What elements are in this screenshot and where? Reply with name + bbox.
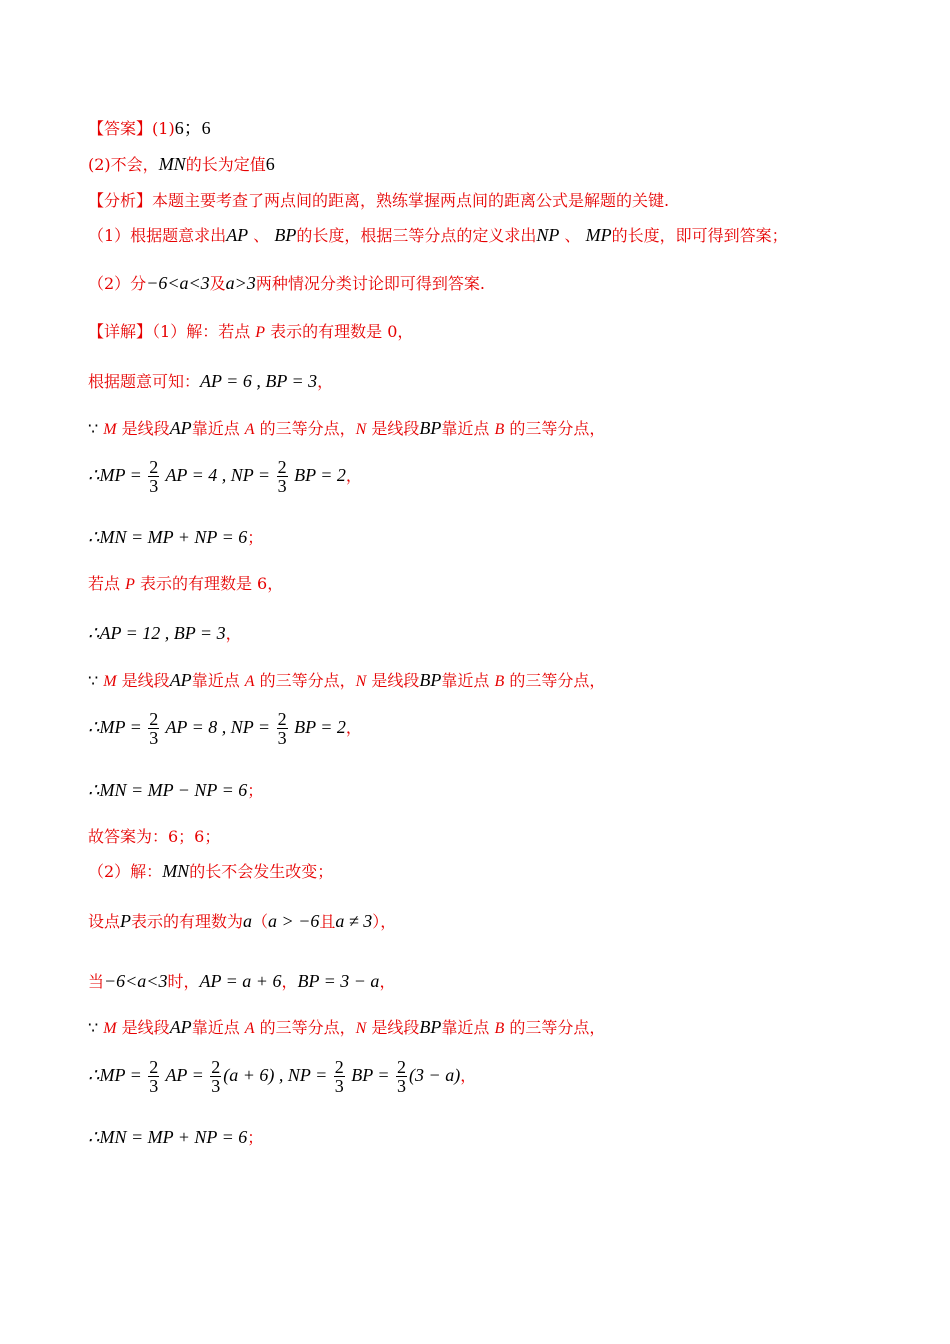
premise-bp: BP bbox=[419, 670, 442, 690]
analysis-item2-cond2: a>3 bbox=[225, 273, 256, 293]
premise-t1: 是线段 bbox=[116, 419, 170, 438]
detail-line-10 bbox=[88, 780, 263, 801]
detail-line-1 bbox=[88, 322, 413, 343]
fraction bbox=[148, 1058, 159, 1095]
analysis-item2-and: 及 bbox=[209, 274, 226, 293]
detail-l13-c2: a ≠ 3 bbox=[335, 911, 373, 931]
premise-t6: 的三等分点， bbox=[504, 1018, 606, 1037]
fraction-numerator: 2 bbox=[277, 709, 287, 729]
premise-a: A bbox=[244, 421, 255, 438]
detail-l4-post: BP = 2 bbox=[289, 465, 346, 485]
premise-since: ∵ bbox=[88, 419, 104, 438]
detail-l13-and: 且 bbox=[319, 912, 336, 931]
detail-l14-end: ， bbox=[379, 972, 396, 991]
analysis-item2-cond1: −6<a<3 bbox=[146, 273, 210, 293]
premise-m: M bbox=[103, 421, 117, 438]
answer-part2-num: (2) bbox=[88, 155, 111, 174]
analysis-item1-sep2: 、 bbox=[559, 226, 586, 245]
answer-part2-text: 不会， bbox=[110, 155, 159, 174]
detail-l9-pre: ∴MP = bbox=[88, 717, 147, 737]
detail-l13-p: P bbox=[120, 911, 132, 931]
detail-l14-sep: ， bbox=[281, 972, 298, 991]
premise-a: A bbox=[244, 673, 255, 690]
analysis-tag: 【分析】 bbox=[88, 191, 153, 210]
detail-l16-pre: ∴MP = bbox=[88, 1065, 147, 1085]
answer-tag: 【答案】 bbox=[88, 119, 153, 138]
detail-l6-p: P bbox=[125, 576, 135, 593]
detail-premise-2 bbox=[88, 670, 605, 692]
detail-l1-p: P bbox=[255, 324, 266, 341]
detail-line-9 bbox=[88, 707, 362, 748]
fraction-denominator: 3 bbox=[277, 728, 287, 748]
premise-m: M bbox=[103, 673, 117, 690]
analysis-item2-tail: 两种情况分类讨论即可得到答案. bbox=[255, 274, 485, 293]
detail-line-4 bbox=[88, 455, 362, 496]
detail-l6-text: 若点 bbox=[88, 574, 126, 593]
fraction-numerator: 2 bbox=[211, 1057, 221, 1077]
fraction-numerator: 2 bbox=[149, 457, 159, 477]
fraction bbox=[148, 458, 159, 495]
detail-l16-end: ， bbox=[460, 1066, 477, 1085]
premise-t4: 是线段 bbox=[366, 1018, 420, 1037]
detail-line-16 bbox=[88, 1055, 476, 1096]
detail-l9-end: ， bbox=[345, 718, 362, 737]
answer-line-1 bbox=[88, 118, 211, 139]
fraction-numerator: 2 bbox=[334, 1057, 344, 1077]
premise-ap: AP bbox=[169, 418, 192, 438]
fraction bbox=[148, 710, 159, 747]
detail-l12-mn: MN bbox=[162, 861, 190, 881]
detail-l2-end: ， bbox=[317, 372, 334, 391]
detail-l14-ap: AP = a + 6 bbox=[199, 971, 282, 991]
premise-n: N bbox=[355, 673, 367, 690]
detail-l14-bp: BP = 3 − a bbox=[297, 971, 380, 991]
premise-since: ∵ bbox=[88, 671, 104, 690]
analysis-item2-lead: （2）分 bbox=[88, 274, 147, 293]
detail-l17-eq: ∴MN = MP + NP = 6 bbox=[88, 1127, 248, 1147]
answer-part2-value: 6 bbox=[265, 154, 275, 174]
detail-l5-eq: ∴MN = MP + NP = 6 bbox=[88, 527, 248, 547]
detail-l10-eq: ∴MN = MP − NP = 6 bbox=[88, 780, 248, 800]
detail-l14-t: 时， bbox=[167, 972, 200, 991]
premise-t5: 靠近点 bbox=[441, 419, 495, 438]
premise-ap: AP bbox=[169, 670, 192, 690]
detail-l4-mid: AP = 4 , NP = bbox=[161, 465, 275, 485]
fraction-denominator: 3 bbox=[149, 1076, 159, 1096]
premise-t3: 的三等分点， bbox=[254, 1018, 356, 1037]
analysis-item1-mid: 的长度，根据三等分点的定义求出 bbox=[296, 226, 537, 245]
detail-line-13 bbox=[88, 911, 396, 932]
detail-l9-post: BP = 2 bbox=[289, 717, 346, 737]
premise-t5: 靠近点 bbox=[441, 671, 495, 690]
detail-l4-end: ， bbox=[345, 466, 362, 485]
detail-tag: 【详解】 bbox=[88, 322, 153, 341]
fraction-denominator: 3 bbox=[211, 1076, 221, 1096]
answer-part2-rest: 的长为定值 bbox=[185, 155, 266, 174]
fraction-numerator: 2 bbox=[277, 457, 287, 477]
detail-l12-rest: 的长不会发生改变； bbox=[189, 862, 334, 881]
detail-l10-end: ； bbox=[247, 781, 264, 800]
detail-l4-pre: ∴MP = bbox=[88, 465, 147, 485]
fraction-numerator: 2 bbox=[149, 709, 159, 729]
detail-l5-end: ； bbox=[247, 528, 264, 547]
detail-l13-paren-open: （ bbox=[252, 912, 269, 931]
premise-bp: BP bbox=[419, 1017, 442, 1037]
premise-ap: AP bbox=[169, 1017, 192, 1037]
analysis-item1-mp: MP bbox=[585, 225, 612, 245]
fraction bbox=[277, 458, 288, 495]
premise-a: A bbox=[244, 1020, 255, 1037]
detail-l6-rest: 表示的有理数是 6， bbox=[134, 574, 284, 593]
detail-l17-end: ； bbox=[247, 1128, 264, 1147]
detail-line-14 bbox=[88, 971, 395, 992]
detail-line-12 bbox=[88, 861, 333, 882]
detail-premise-1 bbox=[88, 418, 605, 440]
premise-t1: 是线段 bbox=[116, 671, 170, 690]
premise-b: B bbox=[494, 673, 505, 690]
premise-t6: 的三等分点， bbox=[504, 419, 606, 438]
detail-l1-rest: 表示的有理数是 0， bbox=[265, 322, 414, 341]
detail-line-17 bbox=[88, 1127, 263, 1148]
premise-t5: 靠近点 bbox=[441, 1018, 495, 1037]
detail-line-7 bbox=[88, 623, 242, 644]
fraction bbox=[277, 710, 288, 747]
premise-t2: 靠近点 bbox=[191, 671, 245, 690]
fraction bbox=[396, 1058, 407, 1095]
premise-bp: BP bbox=[419, 418, 442, 438]
premise-t2: 靠近点 bbox=[191, 419, 245, 438]
detail-l16-f1tail: (a + 6) , NP = bbox=[223, 1065, 332, 1085]
detail-l11: 故答案为：6；6； bbox=[88, 827, 221, 846]
fraction-denominator: 3 bbox=[334, 1076, 344, 1096]
premise-t3: 的三等分点， bbox=[254, 419, 356, 438]
analysis-item-1 bbox=[88, 225, 788, 246]
fraction-numerator: 2 bbox=[149, 1057, 159, 1077]
fraction-denominator: 3 bbox=[277, 476, 287, 496]
fraction bbox=[334, 1058, 345, 1095]
fraction bbox=[210, 1058, 221, 1095]
analysis-text: 本题主要考查了两点间的距离，熟练掌握两点间的距离公式是解题的关键. bbox=[152, 191, 670, 210]
detail-line-5 bbox=[88, 527, 263, 548]
premise-t3: 的三等分点， bbox=[254, 671, 356, 690]
detail-line-11 bbox=[88, 827, 220, 847]
analysis-item1-np: NP bbox=[536, 225, 560, 245]
premise-t4: 是线段 bbox=[366, 671, 420, 690]
detail-l16-ap: AP = bbox=[161, 1065, 209, 1085]
detail-line-2 bbox=[88, 371, 333, 392]
premise-n: N bbox=[355, 421, 367, 438]
premise-t2: 靠近点 bbox=[191, 1018, 245, 1037]
analysis-line bbox=[88, 191, 669, 211]
detail-l16-bp: BP = bbox=[346, 1065, 395, 1085]
answer-part1-num: (1) bbox=[152, 119, 175, 138]
detail-l12-text: （2）解： bbox=[88, 862, 163, 881]
detail-l13-paren-close: ）， bbox=[372, 912, 397, 931]
fraction-denominator: 3 bbox=[397, 1076, 407, 1096]
detail-l7-end: ， bbox=[225, 624, 242, 643]
answer-line-2 bbox=[88, 154, 275, 175]
analysis-item1-lead: （1）根据题意求出 bbox=[88, 226, 227, 245]
analysis-item-2 bbox=[88, 273, 485, 294]
premise-b: B bbox=[494, 1020, 505, 1037]
detail-l9-mid: AP = 8 , NP = bbox=[161, 717, 275, 737]
detail-premise-3 bbox=[88, 1017, 605, 1039]
detail-line-6 bbox=[88, 574, 283, 595]
detail-l16-f2tail: (3 − a) bbox=[409, 1065, 461, 1085]
fraction-denominator: 3 bbox=[149, 476, 159, 496]
detail-l14-cond: −6<a<3 bbox=[104, 971, 168, 991]
premise-m: M bbox=[103, 1020, 117, 1037]
analysis-item1-ap: AP bbox=[226, 225, 249, 245]
premise-t6: 的三等分点， bbox=[504, 671, 606, 690]
premise-since: ∵ bbox=[88, 1018, 104, 1037]
premise-t4: 是线段 bbox=[366, 419, 420, 438]
detail-l13-c1: a > −6 bbox=[268, 911, 320, 931]
answer-part1-value: 6；6 bbox=[174, 118, 211, 138]
detail-l2-text: 根据题意可知： bbox=[88, 372, 201, 391]
answer-part2-mn: MN bbox=[158, 154, 186, 174]
detail-l13-text: 设点 bbox=[88, 912, 121, 931]
detail-l2-eq: AP = 6 , BP = 3 bbox=[200, 371, 318, 391]
analysis-item1-tail: 的长度，即可得到答案； bbox=[611, 226, 788, 245]
detail-l13-a: a bbox=[243, 911, 253, 931]
fraction-denominator: 3 bbox=[149, 728, 159, 748]
detail-l14-when: 当 bbox=[88, 972, 105, 991]
detail-l7-eq: ∴AP = 12 , BP = 3 bbox=[88, 623, 226, 643]
detail-l13-t2: 表示的有理数为 bbox=[131, 912, 244, 931]
analysis-item1-sep1: 、 bbox=[248, 226, 275, 245]
premise-n: N bbox=[355, 1020, 367, 1037]
fraction-numerator: 2 bbox=[397, 1057, 407, 1077]
premise-t1: 是线段 bbox=[116, 1018, 170, 1037]
premise-b: B bbox=[494, 421, 505, 438]
analysis-item1-bp: BP bbox=[274, 225, 297, 245]
detail-l1-text: （1）解：若点 bbox=[152, 322, 256, 341]
